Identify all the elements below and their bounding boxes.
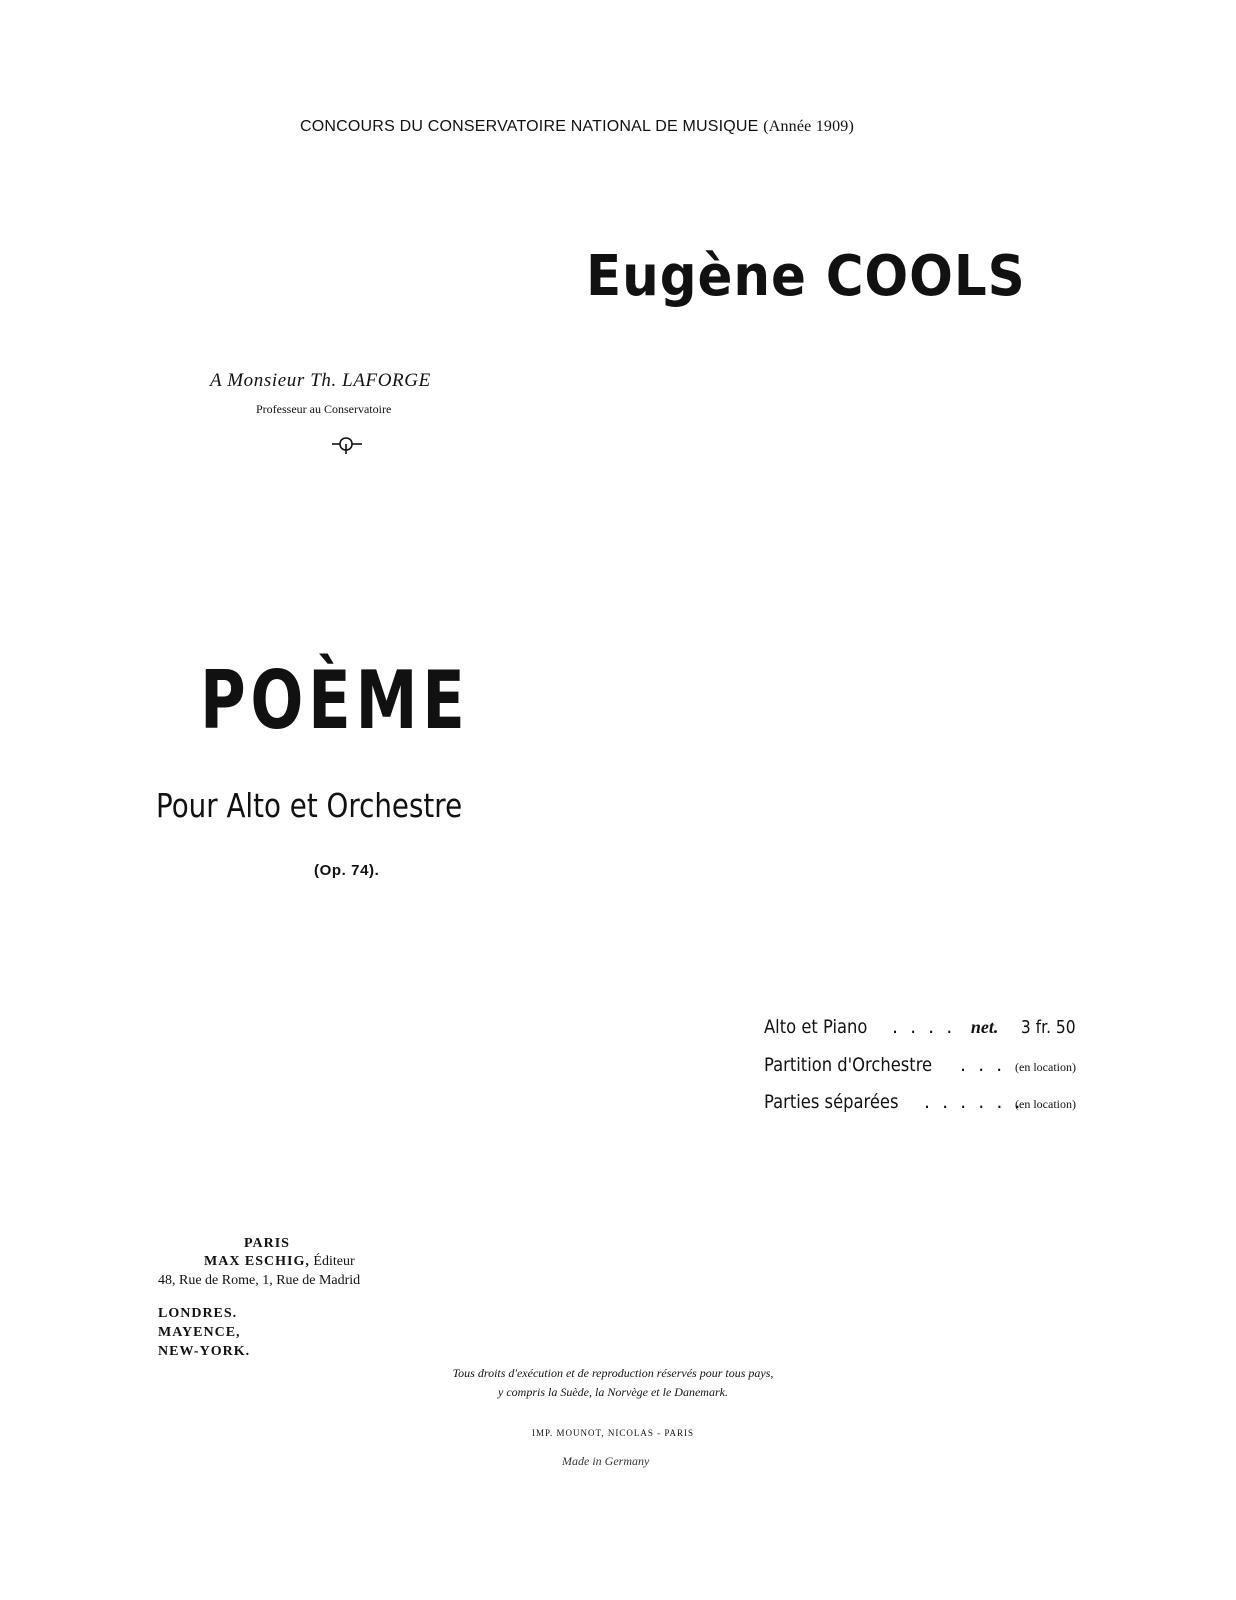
printer-imprint: IMP. MOUNOT, NICOLAS - PARIS (532, 1428, 695, 1438)
price-leader-dots: . . . (960, 1054, 1006, 1076)
competition-name: CONCOURS DU CONSERVATOIRE NATIONAL DE MUSIQUE (300, 118, 759, 135)
price-label: Parties séparées (764, 1091, 899, 1113)
dedication-title: Professeur au Conservatoire (256, 402, 392, 416)
work-title: POÈME (200, 654, 470, 747)
publisher-line (204, 1254, 355, 1270)
price-row-separate-parts (764, 1091, 1076, 1121)
price-value (971, 1016, 1076, 1038)
fleuron-icon (330, 432, 364, 456)
publisher-address: 48, Rue de Rome, 1, Rue de Madrid (158, 1273, 361, 1288)
city-london: LONDRES. (158, 1306, 238, 1321)
publisher-city: PARIS (244, 1236, 290, 1251)
price-row-orchestra-score (764, 1054, 1076, 1084)
city-new-york: NEW-YORK. (158, 1344, 251, 1359)
price-rental-note: (en location) (1015, 1097, 1076, 1111)
price-leader-dots: . . . . . . (924, 1091, 1024, 1113)
price-leader-dots: . . . . (892, 1016, 956, 1038)
publisher-cities (158, 1304, 250, 1361)
price-label: Alto et Piano (764, 1016, 868, 1038)
price-label: Partition d'Orchestre (764, 1054, 933, 1076)
rights-line-2: y compris la Suède, la Norvège et le Danemark. (498, 1385, 728, 1399)
rights-line-1: Tous droits d'exécution et de reproduction réservés pour tous pays, (452, 1366, 774, 1380)
dedication: A Monsieur Th. LAFORGE (210, 370, 431, 391)
price-amount: 3 fr. 50 (1021, 1017, 1076, 1038)
competition-header (300, 118, 854, 136)
price-row-alto-piano (764, 1016, 1076, 1046)
publisher-name: MAX ESCHIG, (204, 1254, 310, 1269)
opus-number: (Op. 74). (314, 862, 380, 879)
composer-name: Eugène COOLS (586, 244, 1026, 309)
city-mainz: MAYENCE, (158, 1325, 241, 1340)
rights-notice (408, 1364, 818, 1402)
work-subtitle: Pour Alto et Orchestre (156, 786, 463, 825)
competition-year: (Année 1909) (763, 118, 855, 135)
price-net-label: net. (970, 1017, 999, 1037)
publisher-role: Éditeur (313, 1254, 355, 1269)
made-in-notice: Made in Germany (562, 1454, 650, 1468)
price-rental-note: (en location) (1015, 1060, 1076, 1074)
